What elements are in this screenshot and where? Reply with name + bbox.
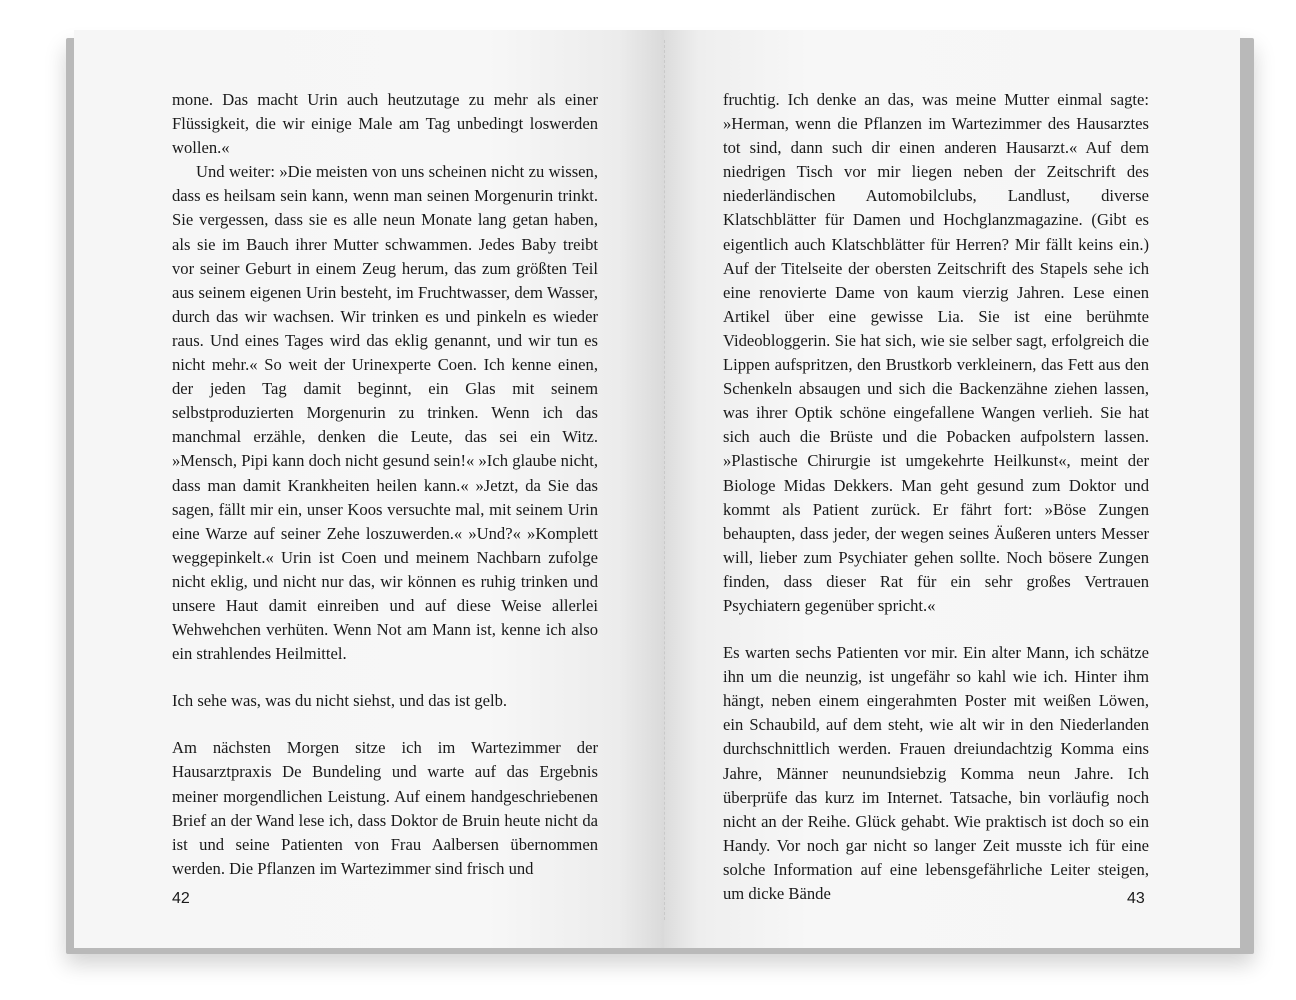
paragraph: Am nächsten Morgen sitze ich im Wartezimmer der Hausarztpraxis De Bundeling und warte auf das Ergebnis meiner morgendlichen Leistung. Auf einem handgeschriebenen Brief an der Wand lese ich, dass Doktor de Bruin heute nicht da ist und seine Patienten von Frau Aalbersen übernommen werden. Die Pflanzen im Wartezimmer sind frisch und — [172, 738, 598, 878]
paragraph: fruchtig. Ich denke an das, was meine Mutter einmal sagte: »Herman, wenn die Pflanzen im Wartezimmer des Hausarztes tot sind, dann such dir einen anderen Hausarzt.« Auf dem niedrigen Tisch vor mir liegen neben der Zeitschrift des niederländischen Automobilclubs, Landlust, diverse Klatschblätter für Damen und Hochglanzmagazine. (Gibt es eigentlich auch Klatschblätter für Herren? Mir fällt keins ein.) Auf der Titelseite der obersten Zeitschrift des Stapels sehe ich eine renovierte Dame von kaum vierzig Jahren. Lese einen Artikel über eine gewisse Lia. Sie ist eine berühmte Videobloggerin. Sie hat sich, wie sie selber sagt, erfolgreich die Lippen aufspritzen, den Brustkorb verkleinern, das Fett aus den Schenkeln absaugen und sich die Backenzähne ziehen lassen, was ihrer Optik schöne eingefallene Wangen verlieh. Sie hat sich auch die Brüste und die Pobacken aufpolstern lassen. »Plastische Chirurgie ist umgekehrte Heilkunst«, meint der Biologe Midas Dekkers. Man geht gesund zum Doktor und kommt als Patient zurück. Er fährt fort: »Böse Zungen behaupten, dass jeder, der wegen seines Äußeren unters Messer will, lieber zum Psychiater gehen sollte. Noch bösere Zungen finden, dass dieser Rat für ein sehr großes Vertrauen Psychiatern gegenüber spricht.« — [723, 90, 1149, 615]
paragraph: Und weiter: »Die meisten von uns scheinen nicht zu wissen, dass es heilsam sein kann, wenn man seinen Morgenurin trinkt. Sie vergessen, dass sie es alle neun Monate lang getan haben, als sie im Bauch ihrer Mutter schwammen. Jedes Baby treibt vor seiner Geburt in einem Zeug herum, das zum größten Teil aus seinem eigenen Urin besteht, im Fruchtwasser, dem Wasser, durch das wir wachsen. Wir trinken es und pinkeln es wieder raus. Und eines Tages wird das eklig genannt, und wir tun es nicht mehr.« So weit der Urinexperte Coen. Ich kenne einen, der jeden Tag damit beginnt, ein Glas mit seinem selbstproduzierten Morgenurin zu trinken. Wenn ich das manchmal erzähle, denken die Leute, das sei ein Witz. »Mensch, Pipi kann doch nicht gesund sein!« »Ich glaube nicht, dass man damit Krankheiten heilen kann.« »Jetzt, da Sie das sagen, fällt mir ein, unser Koos versuchte mal, mit seinem Urin eine Warze auf seiner Zehe loszuwerden.« »Und?« »Komplett weggepinkelt.« Urin ist Coen und meinem Nachbarn zufolge nicht eklig, und nicht nur das, wir können es ruhig trinken und unsere Haut damit einreiben und auf diese Weise allerlei Wehwehchen verhüten. Wenn Not am Mann ist, kenne ich also ein strahlendes Heilmittel. — [172, 162, 598, 664]
paragraph: Ich sehe was, was du nicht siehst, und das ist gelb. — [172, 691, 508, 711]
right-page-text — [723, 88, 1149, 906]
page-number: 42 — [172, 890, 190, 907]
page-number: 43 — [1127, 890, 1145, 907]
book-gutter — [664, 40, 665, 920]
left-page-text — [172, 88, 598, 881]
paragraph: mone. Das macht Urin auch heutzutage zu mehr als einer Flüssigkeit, die wir einige Male am Tag unbedingt loswerden wollen.« — [172, 90, 598, 158]
paragraph: Es warten sechs Patienten vor mir. Ein alter Mann, ich schätze ihn um die neunzig, ist ungefähr so kahl wie ich. Hinter ihm hängt, neben einem eingerahmten Poster mit weißen Löwen, ein Schaubild, auf dem steht, wie alt wir in den Niederlanden durchschnittlich werden. Frauen dreiundachtzig Komma eins Jahre, Männer neunundsiebzig Komma neun Jahre. Ich überprüfe das kurz im Internet. Tatsache, bin vorläufig noch nicht an der Reihe. Glück gehabt. Wie praktisch ist doch so ein Handy. Vor noch gar nicht so langer Zeit musste ich für eine solche Information auf eine lebensgefährliche Leiter steigen, um dicke Bände — [723, 643, 1149, 903]
